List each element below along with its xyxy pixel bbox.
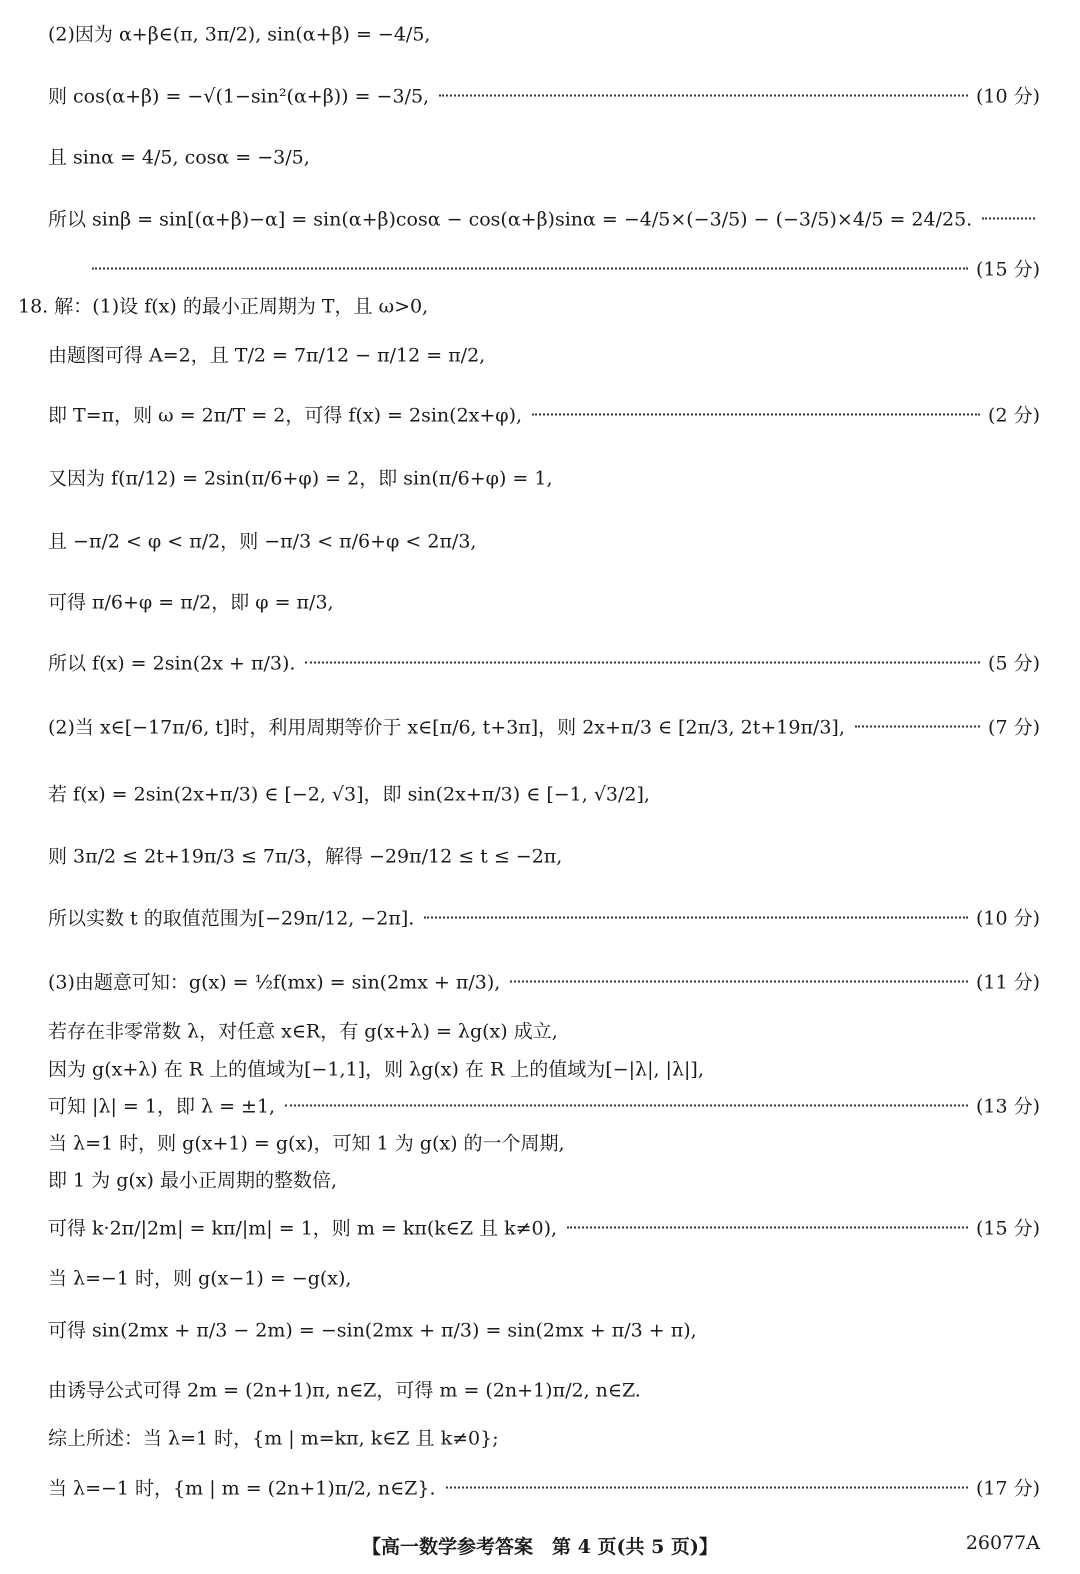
solution-line <box>0 334 1080 374</box>
line-text: 综上所述：当 λ=1 时，{m | m=kπ, k∈Z 且 k≠0}; <box>48 1427 499 1450</box>
line-text: (2)当 x∈[−17π/6, t]时，利用周期等价于 x∈[π/6, t+3π]，则 2x+π/3 ∈ [2π/3, 2t+19π/3], <box>48 716 845 739</box>
line-text: 可得 π/6+φ = π/2，即 φ = π/3, <box>48 591 334 614</box>
solution-line <box>0 198 1080 238</box>
dot-leader <box>510 981 968 983</box>
dot-leader <box>567 1227 968 1229</box>
dot-leader <box>446 1487 968 1489</box>
score-label: (11 分) <box>975 971 1040 994</box>
dot-leader <box>92 268 968 270</box>
line-text: 且 −π/2 < φ < π/2，则 −π/3 < π/6+φ < 2π/3, <box>48 530 477 553</box>
solution-line <box>0 1257 1080 1297</box>
solution-line <box>0 1467 1080 1507</box>
score-label: (2 分) <box>988 404 1040 427</box>
score-label: (7 分) <box>988 716 1040 739</box>
line-text: 由诱导公式可得 2m = (2n+1)π, n∈Z，可得 m = (2n+1)π/2, n∈Z. <box>48 1379 641 1402</box>
line-text: 若 f(x) = 2sin(2x+π/3) ∈ [−2, √3]，即 sin(2x+π/3) ∈ [−1, √3/2], <box>48 783 650 806</box>
solution-line <box>0 1122 1080 1162</box>
score-label: (5 分) <box>988 652 1040 675</box>
solution-line <box>0 394 1080 434</box>
solution-line <box>0 1207 1080 1247</box>
solution-line <box>0 706 1080 746</box>
line-text: 18. 解：(1)设 f(x) 的最小正周期为 T，且 ω>0, <box>18 295 429 318</box>
line-text: 则 cos(α+β) = −√(1−sin²(α+β)) = −3/5, <box>48 85 430 108</box>
line-text: 若存在非零常数 λ，对任意 x∈R，有 g(x+λ) = λg(x) 成立, <box>48 1020 558 1043</box>
solution-line <box>0 1417 1080 1457</box>
score-label: (15 分) <box>975 258 1040 281</box>
solution-line <box>0 1309 1080 1349</box>
line-text: 由题图可得 A=2，且 T/2 = 7π/12 − π/12 = π/2, <box>48 344 486 367</box>
solution-line <box>0 1159 1080 1199</box>
line-text: 可得 k·2π/|2m| = kπ/|m| = 1，则 m = kπ(k∈Z 且 k≠0), <box>48 1217 558 1240</box>
dot-leader <box>424 917 968 919</box>
solution-line <box>0 642 1080 682</box>
line-text: 所以实数 t 的取值范围为[−29π/12, −2π]. <box>48 907 415 930</box>
solution-line <box>0 1369 1080 1409</box>
solution-line <box>0 1048 1080 1088</box>
solution-line <box>0 75 1080 115</box>
line-text: 且 sinα = 4/5, cosα = −3/5, <box>48 146 310 169</box>
score-label: (10 分) <box>975 85 1040 108</box>
line-text: 当 λ=−1 时，{m | m = (2n+1)π/2, n∈Z}. <box>48 1477 436 1500</box>
dot-leader <box>855 726 980 728</box>
solution-line <box>0 773 1080 813</box>
score-label: (15 分) <box>975 1217 1040 1240</box>
line-text: 即 1 为 g(x) 最小正周期的整数倍, <box>48 1169 337 1192</box>
line-text: 则 3π/2 ≤ 2t+19π/3 ≤ 7π/3，解得 −29π/12 ≤ t ≤ −2π, <box>48 845 563 868</box>
score-label: (13 分) <box>975 1095 1040 1118</box>
dot-leader <box>532 414 980 416</box>
solution-line <box>0 136 1080 176</box>
dot-leader <box>439 95 968 97</box>
line-text: 当 λ=1 时，则 g(x+1) = g(x)，可知 1 为 g(x) 的一个周期, <box>48 1132 565 1155</box>
line-text: 因为 g(x+λ) 在 R 上的值域为[−1,1]，则 λg(x) 在 R 上的值域为[−|λ|, |λ|], <box>48 1058 704 1081</box>
line-text: 即 T=π，则 ω = 2π/T = 2，可得 f(x) = 2sin(2x+φ), <box>48 404 523 427</box>
page-footer <box>0 1532 1080 1562</box>
solution-line <box>0 520 1080 560</box>
line-text: 可知 |λ| = 1，即 λ = ±1, <box>48 1095 276 1118</box>
line-text: 所以 sinβ = sin[(α+β)−α] = sin(α+β)cosα − cos(α+β)sinα = −4/5×(−3/5) − (−3/5)×4/5 = 24/25. <box>48 208 973 231</box>
solution-line <box>0 1085 1080 1125</box>
dot-leader <box>982 218 1035 220</box>
solution-line <box>0 835 1080 875</box>
solution-line <box>0 581 1080 621</box>
solution-line <box>0 1010 1080 1050</box>
solution-line <box>0 961 1080 1001</box>
line-text: 可得 sin(2mx + π/3 − 2m) = −sin(2mx + π/3) = sin(2mx + π/3 + π), <box>48 1319 697 1342</box>
solution-line <box>0 897 1080 937</box>
footer-title: 【高一数学参考答案 第 4 页(共 5 页)】 <box>362 1536 718 1558</box>
footer-code: 26077A <box>965 1532 1040 1554</box>
line-text: 又因为 f(π/12) = 2sin(π/6+φ) = 2，即 sin(π/6+φ) = 1, <box>48 467 553 490</box>
score-label: (17 分) <box>975 1477 1040 1500</box>
line-text: (3)由题意可知：g(x) = ½f(mx) = sin(2mx + π/3), <box>48 971 501 994</box>
dot-leader <box>285 1105 968 1107</box>
solution-line <box>0 457 1080 497</box>
line-text: (2)因为 α+β∈(π, 3π/2), sin(α+β) = −4/5, <box>48 23 431 46</box>
dot-leader <box>305 662 980 664</box>
score-label: (10 分) <box>975 907 1040 930</box>
line-text: 所以 f(x) = 2sin(2x + π/3). <box>48 652 296 675</box>
solution-line <box>0 13 1080 53</box>
line-text: 当 λ=−1 时，则 g(x−1) = −g(x), <box>48 1267 352 1290</box>
solution-line <box>0 285 1080 325</box>
solution-line <box>0 248 1080 288</box>
